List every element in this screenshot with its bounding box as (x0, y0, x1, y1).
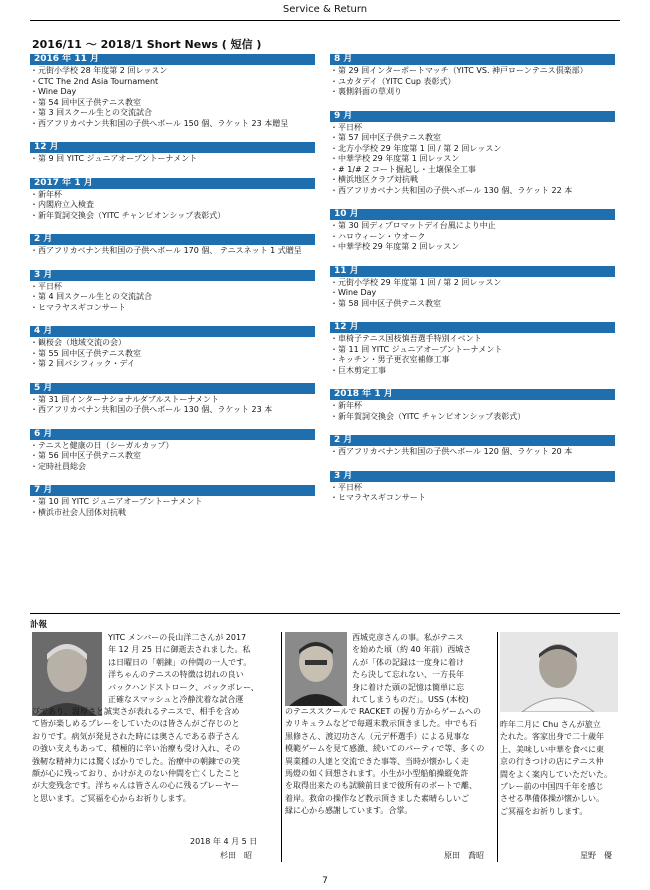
obit2-line: 模範ゲームを見て感激、続いてのパーティで等、多くの (285, 744, 485, 754)
obit3-line: 京の行きつけの店にテニス仲 (500, 757, 604, 767)
obit1-line: て皆が楽しめるプレーをしていたのは皆さんがご存じのと (32, 719, 240, 729)
obit3-line: ご冥福をお祈りします。 (500, 806, 588, 816)
month-section (330, 471, 615, 517)
news-item: ・# 1/# 2 コート掘起し・土壌保全工事 (330, 164, 476, 174)
header-title: Service & Return (282, 4, 368, 15)
obit1-line: 洋ちゃんのテニスの特徴は切れの良い (108, 670, 244, 680)
month-header: 2018 年 1 月 (330, 389, 615, 400)
obit2-line: を始めた頃（約 40 年前）西城さ (352, 645, 472, 655)
month-section (330, 266, 615, 323)
obit1-line: が大変残念です。洋ちゃんは皆さんの心に残るプレーヤー (32, 781, 240, 791)
obituary-2-text-right (352, 632, 492, 706)
news-list (330, 123, 615, 197)
obit1-line: は日曜日の「朝錬」の仲間の一人です。 (108, 657, 252, 667)
month-section (30, 178, 315, 235)
month-section (30, 54, 315, 142)
obit2-line: 縁に心から感謝しています。合掌。 (285, 806, 413, 816)
obit2-line: れてしまうものだ」。USS (本校) (352, 695, 469, 705)
news-item: ・中華学校 29 年度第 2 回レッスン (330, 242, 460, 251)
news-item: ・第 10 回 YITC ジュニアオープントーナメント (30, 497, 203, 506)
obit3-line: プレー前の中国四千年を感じ (500, 782, 604, 792)
month-header: 3 月 (330, 471, 615, 482)
month-header: 6 月 (30, 429, 315, 440)
news-list (330, 483, 615, 504)
portrait-photo-2 (285, 632, 347, 706)
obit3-line: たれた。客家出身で二十歳年 (500, 732, 604, 742)
news-item: ・第 57 回中区子供テニス教室 (330, 133, 441, 142)
month-header: 2 月 (30, 234, 315, 245)
obit1-line: 強靭な精神力には驚くばかりでした。治療中の朝錬での笑 (32, 756, 240, 766)
obituary-1-author: 杉田 昭 (220, 851, 252, 860)
month-section (30, 270, 315, 327)
news-item: ・平日杯 (330, 482, 362, 492)
month-section (30, 142, 315, 178)
news-list (30, 246, 315, 257)
news-item: ・西アフリカベナン共和国の子供へボール 150 個、ラケット 23 本贈呈 (30, 118, 289, 128)
news-list (330, 278, 615, 310)
obit1-line: 顔が心に残っており、かけがえのない仲間を亡くしたこと (32, 769, 240, 779)
news-list (330, 221, 615, 253)
month-header: 5 月 (30, 383, 315, 394)
obit1-line: 年 12 月 25 日に御逝去されました。私 (108, 645, 251, 655)
obit2-line: 黒修さん、渡辺功さん（元デ杯選手）による見事な (285, 731, 470, 741)
news-item: ・Wine Day (30, 87, 77, 96)
obituary-1-text-full (32, 706, 277, 805)
news-item: ・定時社員総会 (30, 461, 86, 471)
news-list (330, 66, 615, 98)
news-item: ・平日杯 (330, 122, 362, 132)
obituary-2-text-full (285, 706, 495, 818)
news-item: ・横浜市社会人団体対抗戦 (30, 507, 126, 517)
news-item: ・第 4 回スクール生との交流試合 (30, 292, 153, 301)
news-item: ・第 58 回中区子供テニス教室 (330, 298, 441, 308)
month-section (330, 435, 615, 471)
portrait-photo-1 (32, 632, 102, 716)
news-list (330, 334, 615, 376)
obit1-line: バックハンドストローク、バックボレー、 (108, 682, 259, 692)
month-header: 2 月 (330, 435, 615, 446)
month-section (30, 234, 315, 270)
obituary-3-author: 星野 優 (580, 851, 612, 860)
news-item: ・CTC The 2nd Asia Tournament (30, 76, 159, 86)
news-column-left (30, 54, 315, 531)
news-list (30, 154, 315, 165)
obit3-line: 昨年二月に Chu さんが旅立 (500, 720, 601, 729)
news-item: ・裏側斜面の草刈り (330, 87, 402, 96)
news-item: ・平日杯 (30, 281, 62, 291)
news-item: ・西アフリカベナン共和国の子供へボール 120 個、ラケット 20 本 (330, 447, 573, 456)
month-section (30, 485, 315, 531)
obituary-3-text (500, 719, 620, 818)
month-header: 8 月 (330, 54, 615, 65)
month-section (30, 429, 315, 486)
month-header: 2016 年 11 月 (30, 54, 315, 65)
news-item: ・ヒマラヤスギコンサート (30, 302, 126, 312)
news-item: ・元街小学校 29 年度第 1 回 / 第 2 回レッスン (330, 277, 502, 287)
portrait-2-image (285, 632, 347, 706)
obit2-line: のテニススクールで RACKET の握り方からゲームへの (285, 707, 481, 716)
obit2-line: 異業種の人達と交流できた事等、当時が懐かしく走 (285, 756, 469, 766)
obit2-line: を取得出来たのも試験前日まで彼所有のボートで離、 (285, 781, 477, 791)
month-section (330, 111, 615, 210)
month-header: 12 月 (330, 322, 615, 333)
page-number: 7 (322, 876, 328, 886)
obit2-line: 馬燈の如く回想されます。小生が小型船舶操縦免許 (285, 769, 469, 779)
news-item: ・テニスと健康の日（シーガルカップ） (30, 440, 174, 450)
obit1-line: おりです。病気が発見された時には奥さんである恭子さん (32, 731, 240, 741)
news-item: ・西アフリカベナン共和国の子供へボール 130 個、ラケット 22 本 (330, 185, 573, 195)
news-item: ・新年杯 (30, 189, 62, 199)
month-header: 12 月 (30, 142, 315, 153)
news-list (30, 338, 315, 370)
obit2-line: 西城克彦さんの事。私がテニス (352, 633, 464, 642)
obit2-line: んが「体の記録は一度身に着け (352, 657, 464, 667)
running-header (30, 0, 620, 21)
month-header: 9 月 (330, 111, 615, 122)
obit2-line: 着岸。救命の操作など教示頂きました素晴らしいご (285, 793, 469, 803)
page-title: 2016/11 ～ 2018/1 Short News ( 短信 ) (32, 38, 262, 51)
obit3-line: 上、美味しい中華を食べに東 (500, 744, 604, 754)
news-item: ・第 11 回 YITC ジュニアオープントーナメント (330, 344, 503, 354)
news-item: ・第 9 回 YITC ジュニアオープントーナメント (30, 154, 198, 163)
news-item: ・内閣府立入検査 (30, 200, 94, 209)
news-item: ・新年賀詞交換会（YITC チャンピオンシップ表彰式） (30, 210, 226, 220)
news-list (30, 282, 315, 314)
portrait-3-image (500, 632, 618, 712)
news-item: ・車椅子テニス国枝慎吾選手特別イベント (330, 334, 482, 343)
month-header: 10 月 (330, 209, 615, 220)
column-rule-2 (497, 632, 498, 862)
news-list (330, 401, 615, 422)
news-list (30, 497, 315, 518)
news-list (30, 190, 315, 222)
news-list (30, 66, 315, 129)
obit2-line: カリキュラムなどで毎週末教示頂きました。中でも石 (285, 719, 477, 729)
month-header: 4 月 (30, 326, 315, 337)
month-section (330, 209, 615, 266)
news-item: ・第 56 回中区子供テニス教室 (30, 451, 141, 460)
obit1-line: 正確なスマッシュと冷静沈着な試合運 (108, 695, 244, 705)
news-item: ・ユカタデイ（YITC Cup 表彰式） (330, 76, 456, 86)
column-rule-1 (281, 632, 282, 862)
month-section (30, 383, 315, 429)
news-item: ・観桜会（地域交流の会） (30, 338, 126, 347)
news-item: ・ヒマラヤスギコンサート (330, 493, 426, 502)
news-item: ・第 3 回スクール生との交流試合 (30, 108, 153, 117)
month-section (330, 54, 615, 111)
news-column-right (330, 54, 615, 517)
obit1-line: の強い支えもあって、積極的に辛い治療も受け入れ、その (32, 744, 241, 754)
news-item: ・新年賀詞交換会（YITC チャンピオンシップ表彰式） (330, 411, 526, 421)
news-item: ・第 55 回中区子供テニス教室 (30, 348, 141, 358)
obituary-1-text-right (108, 632, 273, 706)
obit1-line: YITC メンバーの長山洋二さんが 2017 (108, 633, 247, 642)
section-divider (30, 613, 620, 614)
month-header: 3 月 (30, 270, 315, 281)
obit1-line: びであり、温厚さと誠実さが表れるテニスで、相手を含め (32, 707, 240, 716)
obituary-title: 訃報 (30, 620, 48, 630)
news-item: ・第 30 回ディプロマットデイ台風により中止 (330, 221, 496, 230)
news-list (30, 441, 315, 473)
obit2-line: 身に着けた頭の記憶は簡単に忘 (352, 682, 464, 692)
obituary-2-author: 原田 喬昭 (444, 851, 484, 860)
month-section (330, 389, 615, 435)
news-item: ・横浜地区クラブ対抗戦 (330, 175, 418, 184)
news-item: ・新年杯 (330, 401, 362, 410)
news-item: ・北方小学校 29 年度第 1 回 / 第 2 回レッスン (330, 143, 502, 153)
news-item: ・第 31 回インターナショナルダブルストーナメント (30, 394, 220, 404)
news-item: ・元街小学校 28 年度第 2 回レッスン (30, 66, 168, 75)
news-list (330, 447, 615, 458)
portrait-1-image (32, 632, 102, 716)
news-item: ・中華学校 29 年度第 1 回レッスン (330, 154, 460, 163)
news-item: ・巨木剪定工事 (330, 365, 386, 375)
obit3-line: 間をよく案内していただいた。 (500, 769, 612, 779)
news-item: ・キッチン・男子更衣室補修工事 (330, 355, 450, 364)
news-item: ・ハロウィーン・ウオーク (330, 231, 426, 241)
obit2-line: たら決して忘れない、一方長年 (352, 670, 464, 680)
news-item: ・Wine Day (330, 288, 377, 297)
month-header: 7 月 (30, 485, 315, 496)
month-section (330, 322, 615, 389)
obit3-line: させる準備体操が懐かしい。 (500, 794, 604, 804)
news-item: ・西アフリカベナン共和国の子供へボール 170 個、 テニスネット 1 式贈呈 (30, 246, 302, 255)
news-item: ・第 54 回中区子供テニス教室 (30, 97, 141, 107)
month-header: 2017 年 1 月 (30, 178, 315, 189)
month-header: 11 月 (330, 266, 615, 277)
obit1-line: と思います。ご冥福を心からお祈りします。 (32, 793, 191, 803)
news-item: ・第 29 回インターポートマッチ（YITC VS. 神戸ローンテニス倶楽部） (330, 66, 588, 75)
news-list (30, 395, 315, 416)
obituary-1-date: 2018 年 4 月 5 日 (190, 837, 258, 846)
news-item: ・第 2 回パシフィック・デイ (30, 359, 135, 368)
news-item: ・西アフリカベナン共和国の子供へボール 130 個、ラケット 23 本 (30, 405, 273, 414)
month-section (30, 326, 315, 383)
portrait-photo-3 (500, 632, 618, 712)
